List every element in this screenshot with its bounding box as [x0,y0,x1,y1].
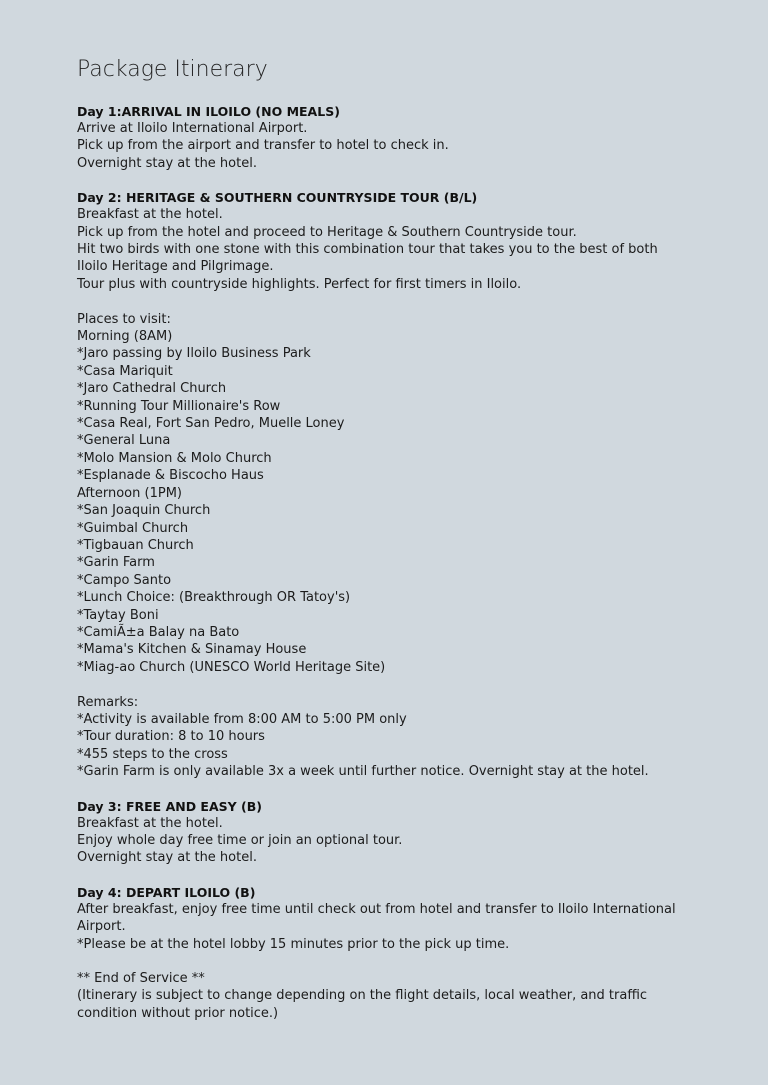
morning-label: Morning (8AM) [77,329,173,345]
day-2-heading: Day 2: HERITAGE & SOUTHERN COUNTRYSIDE TOUR (B/L) [77,190,478,206]
day-3-line: Breakfast at the hotel. [77,815,223,831]
afternoon-item: *Garin Farm [77,555,155,571]
footer-section [77,970,691,1022]
remarks-label: Remarks: [77,694,139,710]
day-4-heading: Day 4: DEPART ILOILO (B) [77,884,256,900]
day-2-intro-line: Tour plus with countryside highlights. Perfect for first timers in Iloilo. [77,276,522,292]
day-3-section [77,798,691,867]
morning-item: *Running Tour Millionaire's Row [77,398,281,414]
remark-item: *Garin Farm is only available 3x a week until further notice. Overnight stay at the hotel. [77,764,649,780]
morning-item: *Molo Mansion & Molo Church [77,450,272,466]
afternoon-label: Afternoon (1PM) [77,485,182,501]
day-2-intro-line: Iloilo Heritage and Pilgrimage. [77,259,274,275]
afternoon-item: *Guimbal Church [77,520,189,536]
afternoon-item: *Miag-ao Church (UNESCO World Heritage Site) [77,659,386,675]
afternoon-item: *Lunch Choice: (Breakthrough OR Tatoy's) [77,590,351,606]
afternoon-item: *Tigbauan Church [77,537,194,553]
afternoon-item: *San Joaquin Church [77,503,211,519]
afternoon-item: *Taytay Boni [77,607,159,623]
morning-item: *General Luna [77,433,171,449]
morning-item: *Casa Real, Fort San Pedro, Muelle Loney [77,416,345,432]
day-1-line: Pick up from the airport and transfer to hotel to check in. [77,138,449,154]
day-4-line: After breakfast, enjoy free time until check out from hotel and transfer to Iloilo International [77,901,676,917]
day-2-intro-line: Breakfast at the hotel. [77,207,223,223]
day-3-line: Overnight stay at the hotel. [77,850,257,866]
day-4-line: *Please be at the hotel lobby 15 minutes prior to the pick up time. [77,936,510,952]
day-3-heading: Day 3: FREE AND EASY (B) [77,798,263,814]
day-1-line: Arrive at Iloilo International Airport. [77,121,308,136]
places-label: Places to visit: [77,311,171,327]
morning-item: *Jaro passing by Iloilo Business Park [77,346,311,362]
afternoon-item: *Campo Santo [77,572,172,588]
morning-item: *Esplanade & Biscocho Haus [77,468,264,484]
day-3-line: Enjoy whole day free time or join an optional tour. [77,833,403,848]
afternoon-item: *Mama's Kitchen & Sinamay House [77,642,307,658]
remark-item: *Activity is available from 8:00 AM to 5:00 PM only [77,711,407,727]
day-4-line: Airport. [77,919,126,935]
morning-item: *Jaro Cathedral Church [77,381,227,397]
day-2-intro-line: Hit two birds with one stone with this combination tour that takes you to the best of both [77,242,658,258]
day-2-section [77,189,691,780]
morning-item: *Casa Mariquit [77,363,173,379]
day-1-section [77,103,691,172]
afternoon-item: *CamiÃ±a Balay na Bato [77,624,240,640]
day-1-line: Overnight stay at the hotel. [77,155,257,171]
end-of-service: ** End of Service ** [77,971,205,987]
day-4-section [77,884,691,953]
itinerary-note: (Itinerary is subject to change depending on the flight details, local weather, and traffic [77,988,648,1004]
day-1-heading: Day 1:ARRIVAL IN ILOILO (NO MEALS) [77,104,340,119]
remark-item: *Tour duration: 8 to 10 hours [77,729,265,745]
remark-item: *455 steps to the cross [77,746,228,762]
page-title: Package Itinerary [77,57,268,82]
day-2-intro-line: Pick up from the hotel and proceed to Heritage & Southern Countryside tour. [77,224,577,240]
itinerary-note: condition without prior notice.) [77,1005,279,1021]
